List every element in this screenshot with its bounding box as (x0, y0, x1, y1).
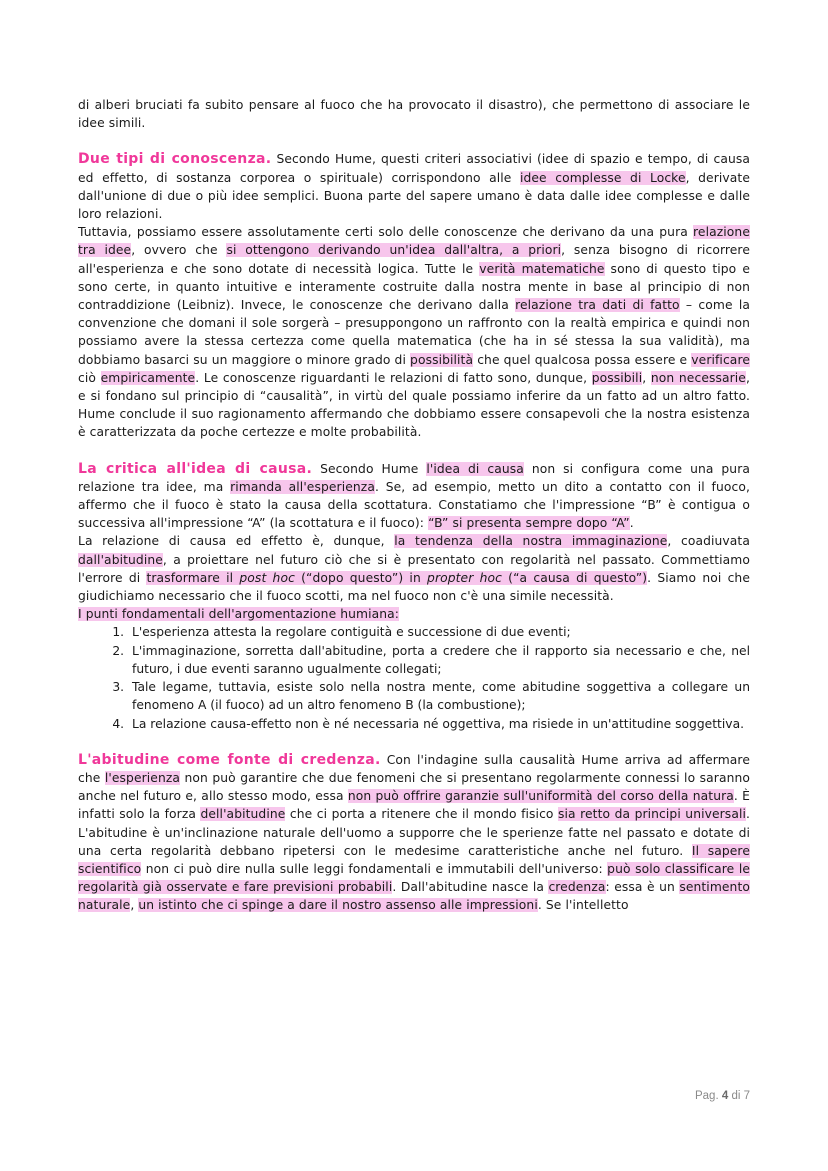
list-item: 1. L'esperienza attesta la regolare contiguità e successione di due eventi; (128, 623, 750, 641)
highlight: empiricamente (100, 370, 196, 385)
highlight: non necessarie (650, 370, 746, 385)
argument-list (78, 623, 750, 732)
highlight: dall'abitudine (78, 552, 163, 567)
document-page (78, 96, 750, 915)
highlight: rimanda all'esperienza (230, 479, 375, 494)
highlight: verità matematiche (479, 261, 605, 276)
paragraph-conoscenze: Tuttavia, possiamo essere assolutamente certi solo delle conoscenze che derivano da una pura relazione tra idee, ovvero che si ottengono derivando un'idea dall'altra, a priori, senza bisogno di ricorrere all'esperienza e che sono dotate di necessità logica. Tutte le verità matematiche sono di questo tipo e sono certe, in quanto intuitive e interamente costruite dalla nostra mente in base al principio di non contraddizione (Leibniz). Invece, le conoscenze che derivano dalla relazione tra dati di fatto – come la convenzione che domani il sole sorgerà – presuppongono un raffronto con la realtà empirica e quindi non possiamo avere la stessa certezza come quella matematica (che ha in sé stessa la sua validità), ma dobbiamo basarci su un maggiore o minore grado di possibilità che quel qualcosa possa essere e verificare ciò empiricamente. Le conoscenze riguardanti le relazioni di fatto sono, dunque, possibili, non necessarie, e si fondano sul principio di “causalità”, in virtù del quale possiamo inferire da un fatto ad un altro fatto. Hume conclude il suo ragionamento affermando che dobbiamo essere consapevoli che la nostra esistenza è caratterizzata da poche certezze e molte probabilità. (78, 225, 751, 440)
highlight: Il sapere scientifico (78, 843, 750, 876)
intro-paragraph: di alberi bruciati fa subito pensare al fuoco che ha provocato il disastro), che permettono di associare le idee simili. (78, 98, 750, 131)
highlight: non può offrire garanzie sull'uniformità del corso della natura (347, 789, 734, 804)
highlight: I punti fondamentali dell'argomentazione humiana: (78, 607, 400, 622)
section-critica-idea-di-causa: La critica all'idea di causa. Secondo Hume l'idea di causa non si configura come una pura relazione tra idee, ma rimanda all'esperienza. Se, ad esempio, metto un dito a contatto con il fuoco, affermo che il fuoco è stato la causa della scottatura. Constatiamo che l'impressione “B” è contigua o successiva all'impressione “A” (la scottatura e il fuoco): “B” si presenta sempre dopo “A”. (78, 460, 750, 531)
highlight: sentimento naturale (78, 880, 750, 913)
section-due-tipi-di-conoscenza: Due tipi di conoscenza. Secondo Hume, questi criteri associativi (idee di spazio e tempo, di causa ed effetto, di sostanza corporea o spirituale) corrispondono alle idee complesse di Locke, derivate dall'unione di due o più idee semplici. Buona parte del sapere umano è data dalle idee complesse e dalle loro relazioni. (78, 151, 750, 222)
page-number: Pag. 4 di 7 (694, 1090, 750, 1102)
highlight: verificare (691, 352, 750, 367)
highlight: dell'abitudine (200, 807, 286, 822)
list-item: 3. Tale legame, tuttavia, esiste solo nella nostra mente, come abitudine soggettiva a collegare un fenomeno A (il fuoco) ad un altro fenomeno B (la combustione); (128, 678, 750, 714)
section-abitudine-fonte-credenza: L'abitudine come fonte di credenza. Con l'indagine sulla causalità Hume arriva ad affermare che l'esperienza non può garantire che due fenomeni che si presentano regolarmente connessi lo saranno anche nel futuro e, allo stesso modo, essa non può offrire garanzie sull'uniformità del corso della natura. È infatti solo la forza dell'abitudine che ci porta a ritenere che il mondo fisico sia retto da principi universali. L'abitudine è un'inclinazione naturale dell'uomo a supporre che le sperienze fatte nel passato e dotate di una certa regolarità debbano ripetersi con le medesime caratteristiche anche nel futuro. Il sapere scientifico non ci può dire nulla sulle leggi fondamentali e immutabili dell'universo: può solo classificare le regolarità già osservate e fare previsioni probabili. Dall'abitudine nasce la credenza: essa è un sentimento naturale, un istinto che ci spinge a dare il nostro assenso alle impressioni. Se l'intelletto (78, 751, 751, 913)
section-title: Due tipi di conoscenza. (78, 151, 272, 168)
highlight: relazione tra dati di fatto (515, 298, 680, 313)
highlight: può solo classificare le regolarità già osservate e fare previsioni probabili (78, 861, 751, 895)
highlight: “B” si presenta sempre dopo “A” (428, 516, 630, 531)
section-title: L'abitudine come fonte di credenza. (78, 751, 381, 768)
section-title: La critica all'idea di causa. (78, 460, 313, 477)
highlight: l'idea di causa (426, 461, 524, 476)
highlight: possibili (591, 370, 643, 385)
highlight: sia retto da principi universali (558, 807, 746, 822)
highlight: possibilità (410, 352, 474, 367)
highlight: un istinto che ci spinge a dare il nostro assenso alle impressioni (138, 898, 538, 913)
list-item: 4. La relazione causa-effetto non è né necessaria né oggettiva, ma risiede in un'attitudine soggettiva. (128, 715, 750, 733)
list-intro (78, 605, 750, 623)
highlight: trasformare il post hoc (“dopo questo”) in propter hoc (“a causa di questo”) (146, 570, 648, 585)
highlight: credenza (548, 880, 606, 895)
highlight: relazione tra idee (78, 225, 750, 258)
highlight: l'esperienza (104, 770, 181, 785)
highlight: si ottengono derivando un'idea dall'altra, a priori (226, 243, 562, 258)
paragraph-relazione-causa: La relazione di causa ed effetto è, dunque, la tendenza della nostra immaginazione, coadiuvata dall'abitudine, a proiettare nel futuro ciò che si è presentato con regolarità nel passato. Commettiamo l'errore di trasformare il post hoc (“dopo questo”) in propter hoc (“a causa di questo”). Siamo noi che giudichiamo necessario che il fuoco scotti, ma nel fuoco non c'è una simile necessità. (78, 534, 750, 604)
highlight: la tendenza della nostra immaginazione (394, 534, 668, 549)
highlight: idee complesse di Locke (519, 170, 686, 185)
list-item: 2. L'immaginazione, sorretta dall'abitudine, porta a credere che il rapporto sia necessario e che, nel futuro, i due eventi saranno ugualmente collegati; (128, 642, 750, 678)
